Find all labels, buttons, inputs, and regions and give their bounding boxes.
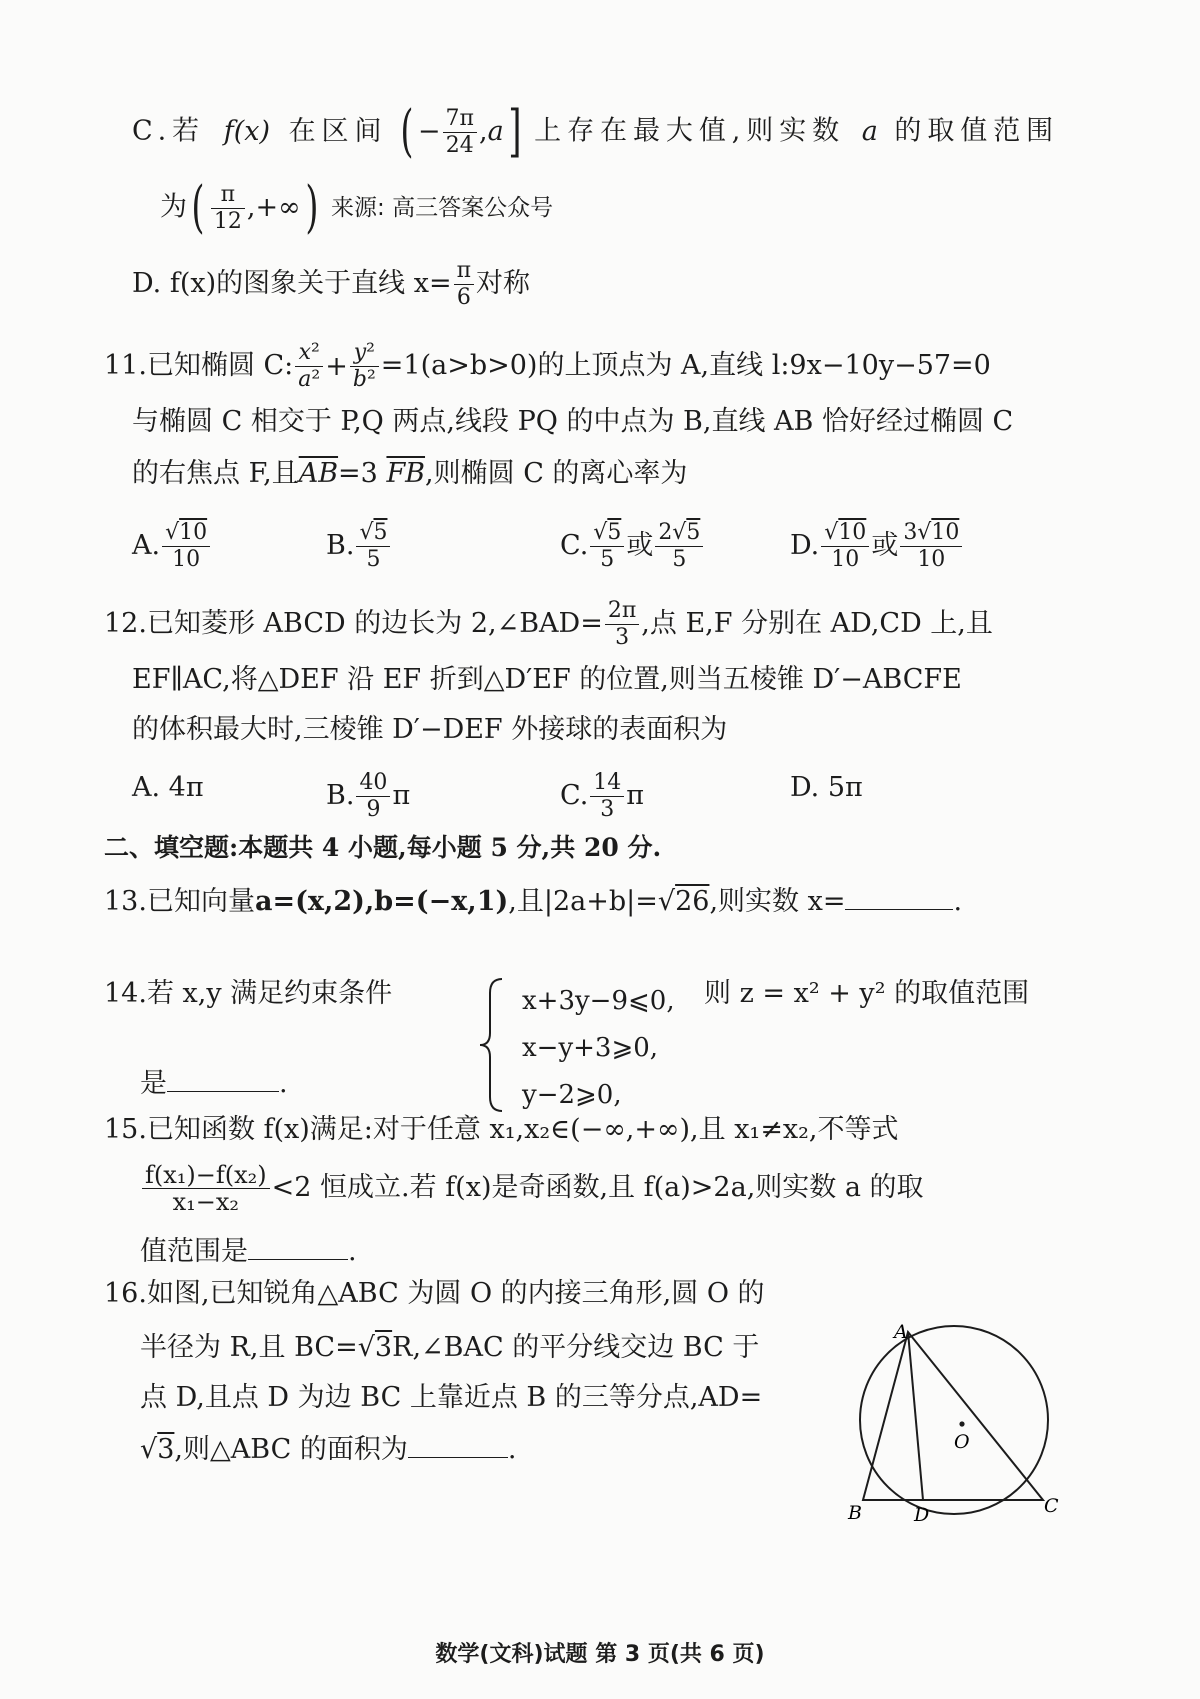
q12-line3: 的体积最大时,三棱锥 D′−DEF 外接球的表面积为: [132, 714, 728, 745]
section-heading-fill-in: 二、填空题:本题共 4 小题,每小题 5 分,共 20 分.: [104, 833, 662, 862]
circle-triangle-figure: [846, 1321, 1059, 1526]
q12-option-d: D. 5π: [790, 772, 863, 803]
q15-line1: 15.已知函数 f(x)满足:对于任意 x₁,x₂∈(−∞,+∞),且 x₁≠x₂,不等式: [104, 1114, 899, 1145]
q13-answer-blank[interactable]: [845, 885, 953, 910]
q10-option-c-line1: C.若 f(x) 在区间 ( − $\frac{7\pi}{24}$ ,a] 上存在最大值,则实数 a 的取值范围: [132, 99, 1060, 164]
q14-tail: 则 z = x² + y² 的取值范围: [704, 978, 1030, 1009]
label-c: C: [1044, 1495, 1059, 1517]
source-note: 来源: 高三答案公众号: [331, 195, 554, 221]
q11-option-b: B. $\frac{√5}{5}$: [326, 520, 392, 573]
q10-option-d: D. f(x)的图象关于直线 x= $\frac{\pi}{6}$ 对称: [132, 258, 531, 310]
constraint-3: y−2⩾0,: [522, 1080, 622, 1110]
q12-option-b: B. $\frac{40}{9}$ π: [326, 770, 411, 822]
q16-line3: 点 D,且点 D 为边 BC 上靠近点 B 的三等分点,AD=: [140, 1382, 763, 1413]
label-d: D: [914, 1504, 930, 1526]
page-footer: 数学(文科)试题 第 3 页(共 6 页): [435, 1642, 765, 1667]
q12-option-a: A. 4π: [132, 772, 204, 803]
system-brace-icon: [478, 975, 508, 1115]
q12-line2: EF∥AC,将△DEF 沿 EF 折到△D′EF 的位置,则当五棱锥 D′−ABCFE: [132, 664, 962, 695]
q12-option-c: C. $\frac{14}{3}$ π: [560, 770, 645, 822]
label-o: O: [954, 1431, 970, 1453]
q16-line4: √3,则△ABC 的面积为 .: [140, 1434, 517, 1465]
q11-line2: 与椭圆 C 相交于 P,Q 两点,线段 PQ 的中点为 B,直线 AB 恰好经过椭圆 C: [132, 406, 1014, 437]
q16-line2: 半径为 R,且 BC=√3R,∠BAC 的平分线交边 BC 于: [140, 1332, 760, 1363]
q14-constraints: [522, 978, 675, 1119]
q13: 13.已知向量a=(x,2),b=(−x,1),且|2a+b|=√26,则实数 x= .: [104, 886, 963, 917]
q15-line3: 值范围是 .: [140, 1236, 357, 1267]
q12-line1: 12.已知菱形 ABCD 的边长为 2,∠BAD= $\frac{2\pi}{3}$ ,点 E,F 分别在 AD,CD 上,且: [104, 598, 993, 650]
q14-answer-blank[interactable]: [167, 1067, 279, 1092]
q15-line2: $\frac{\text{f(x₁)−f(x₂)}}{\text{x₁−x₂}}$ <2 恒成立.若 f(x)是奇函数,且 f(a)>2a,则实数 a 的取: [140, 1162, 924, 1215]
q11-option-c: C. $\frac{√5}{5}$ 或 $\frac{2√5}{5}$: [560, 520, 705, 573]
q11-option-d: D. $\frac{√10}{10}$ 或 $\frac{3√10}{10}$: [790, 520, 964, 573]
q16-answer-blank[interactable]: [408, 1433, 508, 1458]
q16-line1: 16.如图,已知锐角△ABC 为圆 O 的内接三角形,圆 O 的: [104, 1278, 765, 1309]
constraint-1: x+3y−9⩽0,: [522, 986, 675, 1016]
q10-option-c-line2: 为( $\frac{\pi}{12}$ ,+∞) 来源: 高三答案公众号: [160, 175, 554, 240]
label-b: B: [848, 1502, 862, 1524]
q11-line3: 的右焦点 F,且$\overline{AB}=3$ $\overline{FB}$,则椭圆 C 的离心率为: [132, 458, 688, 489]
q14-lead: 14.若 x,y 满足约束条件: [104, 978, 393, 1009]
q14-line2: 是 .: [140, 1068, 288, 1099]
q11-option-a: A. $\frac{√10}{10}$: [132, 520, 212, 573]
label-a: A: [894, 1321, 908, 1343]
q15-answer-blank[interactable]: [248, 1235, 348, 1260]
q11-line1: 11.已知椭圆 C: $\frac{\text{x²}}{\text{a²}}$ + $\frac{\text{y²}}{\text{b²}}$ =1(a>b>0)的上顶点为 A,直线 l:9x−10y−57=0: [104, 340, 991, 392]
constraint-2: x−y+3⩾0,: [522, 1033, 659, 1063]
